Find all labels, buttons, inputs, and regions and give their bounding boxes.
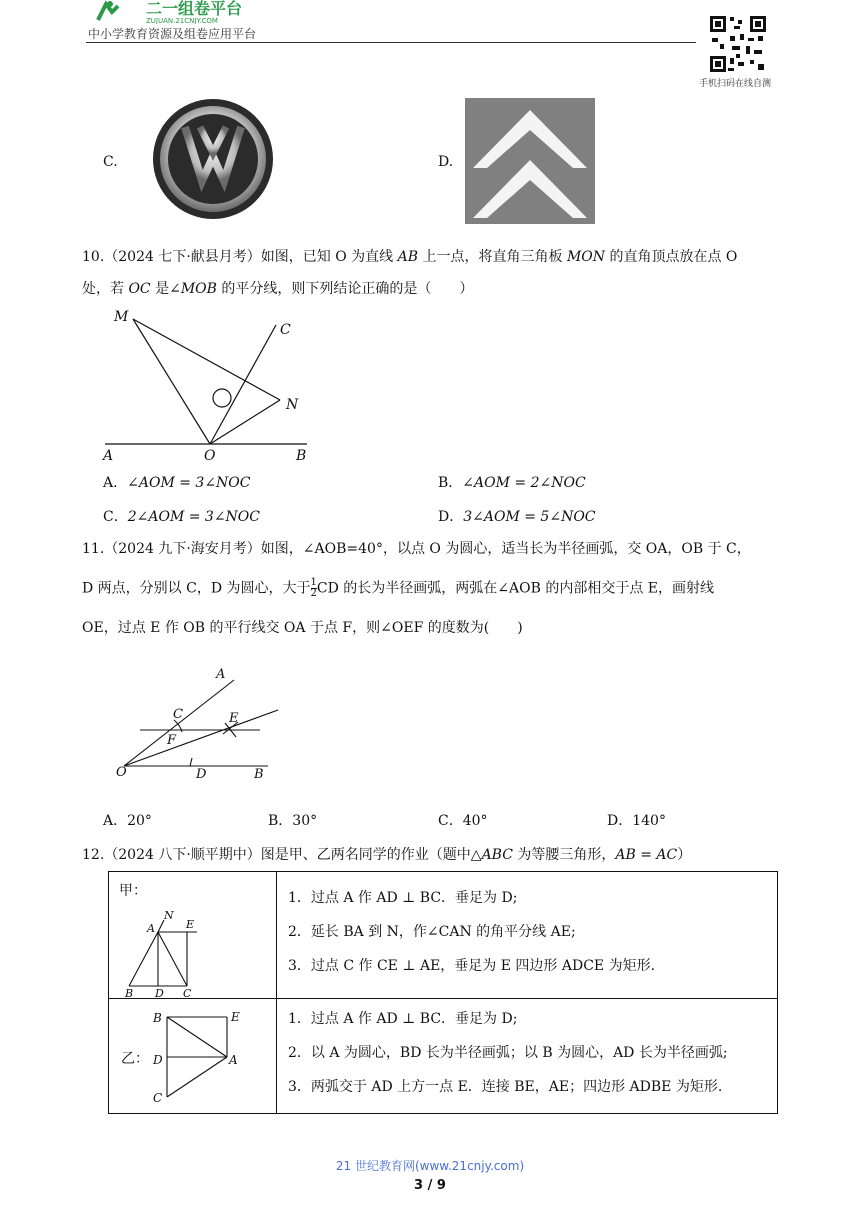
fraction-half: $\frac{1}{2}$ — [310, 577, 317, 599]
svg-text:D: D — [153, 1053, 163, 1067]
vw-logo-image — [152, 97, 274, 221]
svg-text:D: D — [155, 987, 164, 998]
q10-option-b[interactable]: B．∠AOM = 2∠NOC — [438, 475, 586, 491]
yi-step-2: 2．以 A 为圆心，BD 长为半径画弧；以 B 为圆心，AD 长为半径画弧; — [288, 1045, 728, 1061]
q10-option-c[interactable]: C．2∠AOM = 3∠NOC — [103, 509, 260, 525]
q10-line2: 处，若 OC 是∠MOB 的平分线，则下列结论正确的是（ ） — [82, 281, 474, 297]
jia-figure-cell — [109, 872, 277, 999]
q11-option-d[interactable]: D．140° — [607, 813, 666, 829]
yi-step-1: 1．过点 A 作 AD ⊥ BC．垂足为 D; — [288, 1011, 518, 1027]
header-subtitle: 中小学教育资源及组卷应用平台 — [88, 27, 257, 41]
svg-text:B: B — [125, 987, 134, 998]
logo-text: 二一组卷平台 — [146, 0, 243, 18]
q11-option-c[interactable]: C．40° — [438, 813, 488, 829]
label-c: C — [173, 707, 183, 722]
yi-figure — [149, 1005, 249, 1109]
q9-option-c-label: C. — [103, 154, 118, 170]
jia-step-1: 1．过点 A 作 AD ⊥ BC．垂足为 D; — [288, 890, 518, 906]
qr-code-icon[interactable] — [708, 14, 768, 74]
label-o: O — [204, 448, 216, 464]
svg-text:A: A — [147, 922, 155, 935]
label-e: E — [229, 711, 239, 726]
jia-step-3: 3．过点 C 作 CE ⊥ AE，垂足为 E 四边形 ADCE 为矩形. — [288, 958, 656, 974]
q11-option-b[interactable]: B．30° — [268, 813, 318, 829]
site-logo — [88, 0, 278, 24]
q9-option-d-label: D. — [438, 154, 454, 170]
svg-text:E: E — [186, 918, 195, 931]
logo-subtext: ZUJUAN.21CNJY.COM — [146, 17, 218, 24]
jia-label: 甲： — [119, 883, 147, 899]
q11-option-a[interactable]: A．20° — [103, 813, 152, 829]
q11-figure — [112, 662, 282, 784]
svg-text:A: A — [229, 1053, 238, 1067]
q10-option-a[interactable]: A．∠AOM = 3∠NOC — [103, 475, 251, 491]
svg-text:B: B — [153, 1011, 162, 1025]
svg-text:E: E — [231, 1010, 240, 1024]
svg-text:C: C — [153, 1091, 163, 1105]
page-number: 3 / 9 — [414, 1178, 446, 1193]
citroen-chevron-image — [465, 98, 595, 224]
qr-caption: 手机扫码在线自测 — [699, 79, 772, 89]
yi-steps-cell — [277, 999, 778, 1114]
label-c: C — [280, 322, 291, 338]
label-b: B — [296, 448, 307, 464]
jia-steps-cell — [277, 872, 778, 999]
q10-line1: 10.（2024 七下·献县月考）如图，已知 O 为直线 AB 上一点，将直角三角板 MON 的直角顶点放在点 O — [82, 249, 738, 265]
yi-step-3: 3．两弧交于 AD 上方一点 E．连接 BE，AE；四边形 ADBE 为矩形. — [288, 1079, 723, 1095]
q11-line1: 11.（2024 九下·海安月考）如图，∠AOB=40°，以点 O 为圆心，适当长为半径画弧，交 OA，OB 于 C， — [82, 541, 751, 557]
label-a: A — [103, 448, 114, 464]
label-b: B — [254, 767, 264, 782]
jia-step-2: 2．延长 BA 到 N，作∠CAN 的角平分线 AE; — [288, 924, 576, 940]
svg-text:C: C — [183, 987, 192, 998]
q12-stem: 12.（2024 八下·顺平期中）图是甲、乙两名同学的作业（题中△ABC 为等腰三角形，AB = AC） — [82, 847, 692, 863]
jia-figure — [125, 908, 215, 998]
label-a: A — [216, 667, 226, 682]
q12-table — [108, 871, 778, 1114]
q10-option-d[interactable]: D．3∠AOM = 5∠NOC — [438, 509, 596, 525]
label-m: M — [114, 309, 129, 325]
q11-line3: OE，过点 E 作 OB 的平行线交 OA 于点 F，则∠OEF 的度数为( ) — [82, 620, 523, 636]
label-n: N — [286, 397, 299, 413]
label-o: O — [116, 765, 127, 780]
yi-label: 乙： — [121, 1051, 149, 1067]
label-f: F — [167, 733, 177, 748]
q11-line2: D 两点，分别以 C，D 为圆心，大于 $\frac{1}{2}$ CD 的长为半径画弧，两弧在∠AOB 的内部相交于点 E，画射线 — [82, 577, 715, 599]
label-d: D — [196, 767, 207, 782]
q10-figure — [100, 305, 315, 465]
svg-text:N: N — [164, 909, 174, 922]
yi-figure-cell — [109, 999, 277, 1114]
header-divider — [86, 42, 696, 43]
footer-link[interactable]: 21 世纪教育网(www.21cnjy.com) — [335, 1159, 525, 1173]
